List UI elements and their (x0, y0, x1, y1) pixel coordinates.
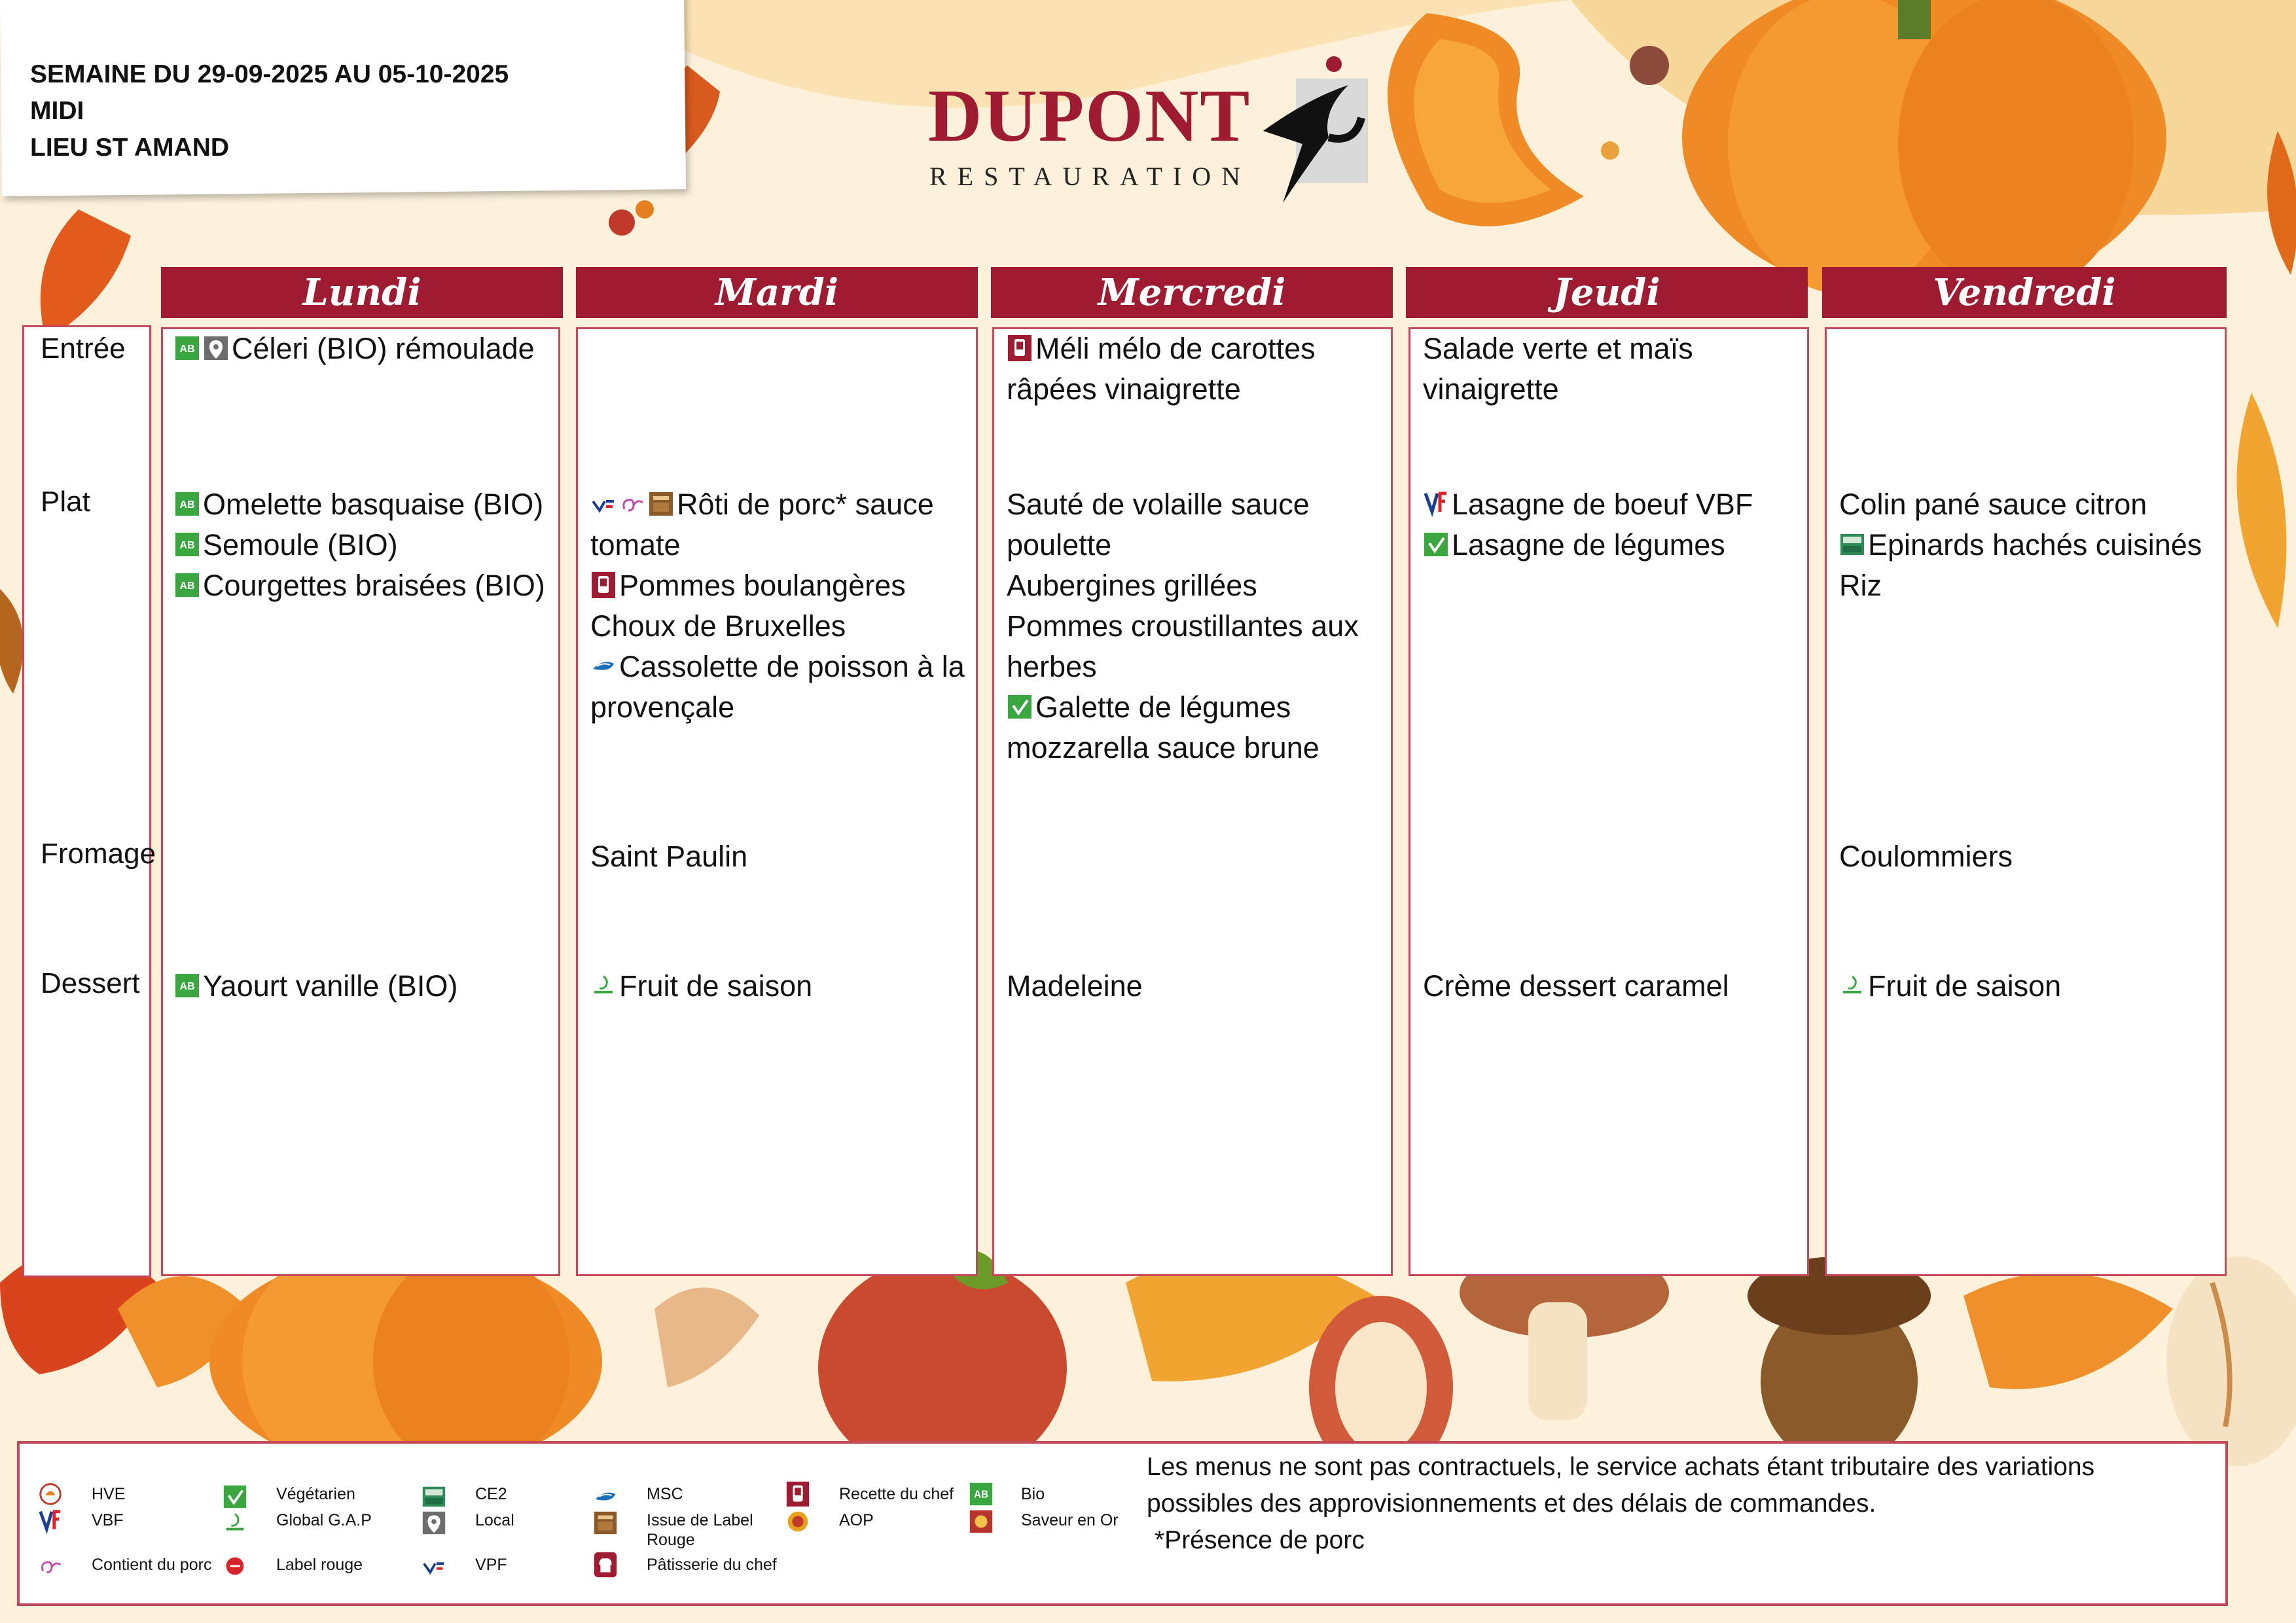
bio-icon (174, 334, 200, 363)
dish-name: Pommes croustillantes aux (1007, 609, 1359, 643)
dish-item (1007, 606, 1359, 647)
label-rouge-issue-icon (592, 1509, 619, 1537)
logo-subtitle: RESTAURATION (929, 162, 1251, 191)
disclaimer-line-1: Les menus ne sont pas contractuels, le service achats étant tributaire des variations (1147, 1453, 2095, 1481)
recette-chef-icon (1007, 334, 1033, 363)
dish-name: Madeleine (1007, 969, 1143, 1003)
day-column-mercredi (992, 327, 1393, 1276)
legend-label: Issue de Label Rouge (647, 1511, 753, 1549)
dish-name: Riz (1839, 569, 1882, 602)
dish-name-continued: herbes (1007, 650, 1097, 683)
dish-name: Crème dessert caramel (1423, 969, 1729, 1003)
menu-cell-dessert (1423, 966, 1729, 1007)
dish-item (1423, 966, 1729, 1007)
legend-label: VPF (475, 1556, 507, 1574)
dish-item (1839, 525, 2202, 565)
dish-name: Cassolette de poisson à la (619, 650, 965, 683)
dish-item (1839, 836, 2013, 877)
menu-cell-plat (1423, 484, 1753, 565)
vegetarien-icon (1423, 530, 1449, 559)
dish-name: Semoule (BIO) (203, 528, 398, 562)
legend-label: Global G.A.P (276, 1511, 372, 1529)
aop-icon (784, 1508, 812, 1535)
dish-name: Fruit de saison (619, 969, 813, 1003)
legend-label: AOP (839, 1511, 874, 1529)
dish-name: Yaourt vanille (BIO) (203, 969, 458, 1003)
dish-name-continued: provençale (590, 690, 735, 724)
recette-chef-icon (590, 571, 617, 599)
dish-item (590, 606, 965, 647)
ce2-icon (1839, 530, 1865, 559)
dish-item (590, 565, 965, 606)
day-header-vendredi: Vendredi (1822, 267, 2227, 318)
dish-name: Pommes boulangères (619, 569, 906, 602)
dish-item (1839, 484, 2202, 525)
bio-icon (967, 1480, 995, 1508)
dish-name-continued: vinaigrette (1423, 372, 1559, 406)
menu-cell-dessert (1007, 966, 1143, 1007)
legend-label: MSC (647, 1485, 683, 1503)
legend-label: Contient du porc (92, 1556, 212, 1574)
dish-item (1007, 329, 1316, 369)
dish-name: Epinards hachés cuisinés (1868, 528, 2202, 562)
svg-text:AB: AB (179, 580, 195, 592)
day-column-lundi (161, 327, 560, 1276)
svg-text:AB: AB (179, 981, 195, 992)
dish-name: Lasagne de boeuf VBF (1452, 488, 1753, 521)
menu-cell-fromage (590, 836, 747, 877)
logo-name: DUPONT (928, 74, 1251, 157)
dish-item (1423, 525, 1753, 565)
dish-name: Colin pané sauce citron (1839, 488, 2147, 521)
dish-name: Aubergines grillées (1007, 569, 1257, 602)
menu-cell-entree (1423, 329, 1693, 410)
dish-name: Coulommiers (1839, 840, 2013, 873)
dish-name: Fruit de saison (1868, 969, 2062, 1003)
svg-text:AB: AB (179, 344, 195, 355)
day-header-lundi: Lundi (161, 267, 563, 318)
hve-icon (37, 1480, 64, 1508)
dish-name: Saint Paulin (590, 840, 748, 873)
legend-label: Local (475, 1511, 514, 1529)
bio-icon (174, 530, 200, 559)
global-gap-icon (1839, 971, 1865, 1000)
menu-cell-entree (1007, 329, 1316, 410)
dish-name: Courgettes braisées (BIO) (203, 569, 545, 602)
dish-name: Choux de Bruxelles (590, 609, 846, 643)
disclaimer-line-2: possibles des approvisionnements et des délais de commandes. (1147, 1489, 1876, 1518)
contient-porc-icon (37, 1552, 64, 1580)
dish-item (1839, 565, 2202, 606)
saveur-or-icon (967, 1508, 995, 1535)
local-icon (420, 1509, 448, 1537)
header-info (30, 56, 509, 166)
runner-logo-icon (1250, 52, 1374, 209)
dish-name: Méli mélo de carottes (1035, 332, 1316, 365)
dish-item (1007, 687, 1359, 728)
location: LIEU ST AMAND (30, 134, 230, 162)
dish-item (590, 647, 965, 687)
row-label-plat: Plat (41, 486, 90, 518)
legend-label: Recette du chef (839, 1485, 954, 1503)
dish-item (590, 966, 812, 1007)
recette-chef-icon (784, 1480, 812, 1508)
pork-note: *Présence de porc (1155, 1526, 1365, 1554)
legend-label: CE2 (475, 1485, 507, 1503)
dish-item (590, 836, 747, 877)
patisserie-chef-icon (592, 1551, 619, 1578)
dish-item (1007, 484, 1359, 525)
dish-name-continued: tomate (590, 528, 681, 562)
legend-label: Label rouge (276, 1556, 363, 1574)
menu-cell-plat (1839, 484, 2202, 606)
row-label-dessert: Dessert (41, 967, 140, 999)
day-header-mardi: Mardi (576, 267, 978, 318)
row-labels-column (22, 325, 151, 1277)
svg-text:AB: AB (179, 540, 195, 551)
dish-item (174, 329, 535, 369)
dish-item (1423, 329, 1693, 369)
row-label-entree: Entrée (41, 332, 126, 365)
day-column-mardi (576, 327, 978, 1276)
label-rouge-issue-icon (648, 490, 674, 518)
dish-item (1007, 565, 1359, 606)
dish-name: Lasagne de légumes (1452, 528, 1725, 562)
dish-name-continued: mozzarella sauce brune (1007, 731, 1319, 764)
bio-icon (174, 490, 200, 518)
dish-name-continued: râpées vinaigrette (1007, 372, 1241, 406)
menu-cell-plat (1007, 484, 1359, 768)
day-column-jeudi (1408, 327, 1809, 1276)
legend-label: Pâtisserie du chef (647, 1556, 777, 1574)
row-label-fromage: Fromage (41, 838, 156, 870)
menu-cell-entree (174, 329, 535, 369)
global-gap-icon (590, 971, 617, 1000)
bio-icon (174, 971, 200, 1000)
vegetarien-icon (1007, 692, 1033, 721)
vbf-icon (37, 1508, 64, 1535)
vpf-icon (590, 490, 617, 518)
bio-icon (174, 571, 200, 599)
svg-text:AB: AB (973, 1489, 989, 1501)
day-column-vendredi (1825, 327, 2227, 1276)
disclaimer (1147, 1449, 2207, 1559)
dish-name: Omelette basquaise (BIO) (203, 488, 544, 521)
dish-item (590, 484, 965, 525)
msc-icon (592, 1483, 619, 1510)
legend-label: VBF (92, 1511, 124, 1529)
dish-name: Salade verte et maïs (1423, 332, 1693, 365)
dish-item (174, 484, 545, 525)
dish-item (174, 525, 545, 565)
menu-cell-plat (590, 484, 965, 728)
menu-cell-plat (174, 484, 545, 606)
vpf-icon (420, 1552, 448, 1580)
msc-icon (590, 652, 617, 681)
dish-name: Sauté de volaille sauce (1007, 488, 1310, 521)
menu-cell-dessert (590, 966, 812, 1007)
menu-cell-fromage (1839, 836, 2013, 877)
vegetarien-icon (221, 1483, 249, 1510)
dupont-logo (923, 52, 1368, 209)
legend-label: Saveur en Or (1021, 1511, 1119, 1529)
dish-item (174, 565, 545, 606)
legend-label: HVE (92, 1485, 126, 1503)
dish-name: Céleri (BIO) rémoulade (232, 332, 535, 365)
ce2-icon (420, 1483, 448, 1510)
menu-cell-dessert (1839, 966, 2061, 1007)
dish-name: Rôti de porc* sauce (677, 488, 934, 521)
contient-porc-icon (619, 490, 645, 518)
service-time: MIDI (30, 97, 84, 125)
day-header-jeudi: Jeudi (1406, 267, 1808, 318)
dish-item (1839, 966, 2061, 1007)
legend-label: Bio (1021, 1485, 1045, 1503)
dish-item (1423, 484, 1753, 525)
vbf-icon (1423, 490, 1449, 518)
dish-item (174, 966, 457, 1007)
global-gap-icon (221, 1509, 249, 1537)
label-rouge-icon (221, 1552, 249, 1580)
berry-dot (1630, 46, 1669, 85)
menu-cell-dessert (174, 966, 457, 1007)
dish-item (1007, 966, 1143, 1007)
local-icon (203, 334, 229, 363)
week-range: SEMAINE DU 29-09-2025 AU 05-10-2025 (30, 60, 509, 88)
dish-name-continued: poulette (1007, 528, 1112, 562)
day-header-mercredi: Mercredi (991, 267, 1393, 318)
dish-name: Galette de légumes (1035, 690, 1291, 724)
legend-label: Végétarien (276, 1485, 355, 1503)
svg-text:AB: AB (179, 499, 195, 510)
